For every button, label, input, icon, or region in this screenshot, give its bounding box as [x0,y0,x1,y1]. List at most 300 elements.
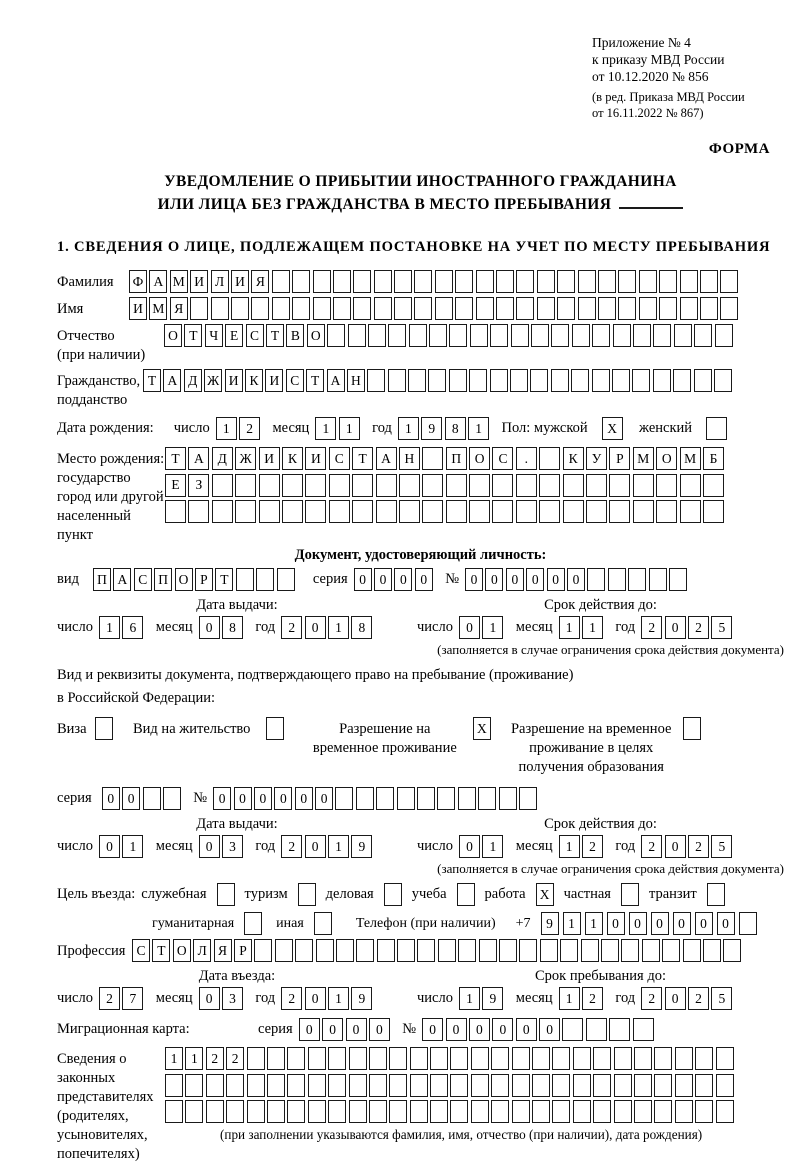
char-cell: Д [212,447,233,470]
char-cell: 0 [465,568,483,591]
form-label: ФОРМА [708,141,770,157]
char-cell: И [231,270,249,293]
purpose-private-label: частная [563,886,611,902]
char-cell-empty [491,1074,509,1097]
char-cell-empty [287,1047,305,1070]
char-cell: 0 [354,568,372,591]
residence-expiry-month [559,835,606,858]
phone-prefix: +7 [515,915,531,931]
entry-dates-head [57,967,784,985]
char-cell-empty [703,474,724,497]
char-cell: Я [251,270,269,293]
char-cell: С [132,939,150,962]
char-cell-empty [532,1074,550,1097]
day-label: число [417,619,453,635]
char-cell: 1 [468,417,489,440]
char-cell-empty [165,500,186,523]
residence-permit-checkbox [266,717,284,740]
field-patronymic [57,324,784,365]
birth-year-cells [398,417,492,440]
char-cell-empty [592,369,610,392]
char-cell-empty [720,270,738,293]
char-cell-empty [446,500,467,523]
char-cell-empty [539,474,560,497]
char-cell-empty [349,1100,367,1123]
char-cell-empty [537,270,555,293]
char-cell: Р [609,447,630,470]
char-cell-empty [313,297,331,320]
purpose-work-checkbox: X [536,883,554,906]
char-cell: 1 [559,987,580,1010]
birth-place-label-line: город или другой [57,489,164,505]
char-cell: Е [165,474,186,497]
char-cell-empty [259,474,280,497]
char-cell-empty [394,270,412,293]
char-cell: 1 [585,912,603,935]
char-cell: 0 [234,787,252,810]
patronymic-cells [164,324,735,347]
identity-issue-month [199,616,246,639]
char-cell: О [307,324,325,347]
char-cell-empty [422,447,443,470]
residence-series-cells [102,787,184,810]
char-cell-empty [308,1100,326,1123]
purpose-transit-checkbox [707,883,725,906]
char-cell-empty [471,1100,489,1123]
char-cell-empty [247,1047,265,1070]
char-cell: 2 [641,987,662,1010]
char-cell-empty [476,270,494,293]
identity-kind-label: вид [57,571,79,587]
entry-dates-row [57,987,784,1010]
residence-number-label: № [193,790,208,806]
char-cell: 1 [563,912,581,935]
char-cell-empty [478,787,496,810]
char-cell: 1 [315,417,336,440]
purpose-humanitarian-checkbox [244,912,262,935]
residence-series-row [57,787,784,810]
char-cell: В [286,324,304,347]
char-cell-empty [165,1100,183,1123]
purpose-business-label: деловая [325,886,374,902]
day-label: число [173,420,210,436]
char-cell-empty [519,939,537,962]
char-cell: 5 [711,835,732,858]
char-cell: 0 [322,1018,343,1041]
identity-kind-cells [93,568,297,591]
char-cell: 0 [459,835,480,858]
amendment-line: (в ред. Приказа МВД России [592,90,745,104]
stay-day [459,987,506,1010]
char-cell-empty [675,1074,693,1097]
month-label: месяц [155,619,193,635]
char-cell-empty [715,324,733,347]
char-cell-empty [694,324,712,347]
char-cell-empty [537,297,555,320]
char-cell: 7 [122,987,143,1010]
surname-cells [129,270,741,293]
char-cell-empty [397,939,415,962]
identity-series-label: серия [312,571,348,587]
char-cell-empty [551,369,569,392]
char-cell-empty [369,1100,387,1123]
migration-series-label: серия [258,1021,293,1037]
char-cell: У [586,447,607,470]
char-cell-empty [226,1074,244,1097]
char-cell: А [163,369,181,392]
char-cell-empty [272,297,290,320]
char-cell-empty [598,297,616,320]
char-cell: 3 [222,835,243,858]
identity-expiry-month [559,616,606,639]
char-cell-empty [292,297,310,320]
char-cell: 0 [99,835,120,858]
identity-doc-heading: Документ, удостоверяющий личность: [294,547,547,563]
temp-residence-checkbox: X [473,717,491,740]
char-cell-empty [532,1100,550,1123]
char-cell-empty [560,939,578,962]
char-cell-empty [259,500,280,523]
field-citizenship [57,369,784,410]
char-cell-empty [437,787,455,810]
char-cell: . [516,447,537,470]
amendment-line: от 16.11.2022 № 867) [592,106,704,120]
char-cell-empty [680,474,701,497]
char-cell-empty [206,1100,224,1123]
char-cell-empty [206,1074,224,1097]
char-cell-empty [471,1047,489,1070]
identity-expiry-year [641,616,735,639]
char-cell: 0 [305,616,326,639]
char-cell: Я [214,939,232,962]
char-cell-empty [374,297,392,320]
char-cell-empty [510,369,528,392]
char-cell: Ж [204,369,222,392]
char-cell-empty [634,1100,652,1123]
char-cell: 0 [539,1018,560,1041]
char-cell-empty [587,568,605,591]
char-cell-empty [328,1047,346,1070]
residence-intro-line1: Вид и реквизиты документа, подтверждающего право на пребывание (проживание) [57,667,574,683]
char-cell-empty [571,369,589,392]
char-cell-empty [654,1074,672,1097]
char-cell: 0 [673,912,691,935]
char-cell: 2 [281,835,302,858]
purpose-business-checkbox [384,883,402,906]
option-temp-residence-education [507,717,703,777]
char-cell-empty [353,297,371,320]
char-cell-empty [695,1074,713,1097]
char-cell-empty [374,270,392,293]
char-cell-empty [414,297,432,320]
identity-number-cells [465,568,689,591]
char-cell-empty [305,500,326,523]
char-cell: И [190,270,208,293]
char-cell: И [265,369,283,392]
citizenship-label [57,369,143,410]
residence-doc-note: (заполняется в случае ограничения срока действия документа) [437,861,784,876]
identity-issue-day [99,616,146,639]
char-cell-empty [397,787,415,810]
month-label: месяц [155,990,193,1006]
char-cell-empty [348,324,366,347]
residence-permit-label: Вид на жительство [133,721,251,737]
char-cell-empty [490,324,508,347]
char-cell: 0 [629,912,647,935]
char-cell-empty [563,474,584,497]
temp-residence-education-checkbox [683,717,701,740]
residence-number-cells [213,787,539,810]
char-cell-empty [429,324,447,347]
char-cell: О [175,568,193,591]
char-cell: 2 [582,835,603,858]
char-cell-empty [632,369,650,392]
char-cell-empty [539,447,560,470]
char-cell-empty [573,1074,591,1097]
char-cell-empty [642,939,660,962]
char-cell-empty [512,1100,530,1123]
char-cell: О [173,939,191,962]
char-cell-empty [267,1074,285,1097]
char-cell-empty [476,297,494,320]
char-cell: О [469,447,490,470]
char-cell-empty [552,1047,570,1070]
representatives-note: (при заполнении указываются фамилия, имя, отчество (при наличии), дата рождения) [220,1126,703,1142]
char-cell-empty [414,270,432,293]
representatives-label [57,1047,165,1164]
char-cell: 1 [559,835,580,858]
char-cell-empty [496,270,514,293]
char-cell-empty [356,939,374,962]
char-cell-empty [491,1100,509,1123]
char-cell-empty [633,1018,654,1041]
char-cell-empty [450,1074,468,1097]
char-cell: 2 [206,1047,224,1070]
char-cell-empty [653,324,671,347]
char-cell: 0 [717,912,735,935]
identity-issue-year [281,616,375,639]
char-cell-empty [190,297,208,320]
representatives-row3 [165,1100,736,1123]
representatives-row1 [165,1047,736,1070]
char-cell-empty [376,474,397,497]
char-cell-empty [410,1100,428,1123]
given-name-cells [129,297,741,320]
char-cell: 0 [567,568,585,591]
char-cell: 0 [346,1018,367,1041]
identity-number-label: № [445,571,460,587]
purpose-study-checkbox [457,883,475,906]
char-cell-empty [649,568,667,591]
birth-place-label-line: населенный пункт [57,508,131,543]
char-cell-empty [499,787,517,810]
char-cell-empty [656,474,677,497]
char-cell: 1 [328,835,349,858]
char-cell-empty [185,1100,203,1123]
char-cell: П [446,447,467,470]
birth-place-row3 [165,500,726,523]
migration-card-row [57,1018,784,1041]
char-cell-empty [532,1047,550,1070]
char-cell-empty [335,787,353,810]
char-cell: 2 [688,987,709,1010]
char-cell-empty [328,1100,346,1123]
char-cell-empty [428,369,446,392]
char-cell: 0 [469,1018,490,1041]
surname-label: Фамилия [57,274,114,290]
char-cell-empty [633,500,654,523]
char-cell-empty [695,1047,713,1070]
char-cell: Т [143,369,161,392]
char-cell: Т [306,369,324,392]
gender-female-checkbox [706,417,727,440]
stay-until-title: Срок пребывания до: [535,968,666,984]
char-cell-empty [700,270,718,293]
patronymic-label-line1: Отчество [57,328,115,344]
title-line2: ИЛИ ЛИЦА БЕЗ ГРАЖДАНСТВА В МЕСТО ПРЕБЫВАНИЯ [157,196,612,213]
representatives-label-line: законных [57,1070,116,1086]
temp-residence-label: Разрешение на временное проживание [312,721,457,756]
char-cell-empty [275,939,293,962]
char-cell-empty [450,1047,468,1070]
char-cell-empty [716,1100,734,1123]
char-cell-empty [430,1047,448,1070]
char-cell-empty [593,1047,611,1070]
char-cell-empty [211,297,229,320]
char-cell-empty [236,568,254,591]
char-cell-empty [352,474,373,497]
field-given-name [57,297,784,320]
char-cell-empty [185,1074,203,1097]
char-cell-empty [430,1074,448,1097]
representatives-label-line: усыновителях, [57,1127,148,1143]
char-cell-empty [716,1047,734,1070]
char-cell: 0 [295,787,313,810]
char-cell: С [286,369,304,392]
char-cell-empty [247,1074,265,1097]
char-cell: Т [215,568,233,591]
char-cell-empty [316,939,334,962]
char-cell: 0 [665,616,686,639]
char-cell-empty [469,474,490,497]
char-cell: А [327,369,345,392]
residence-dates-head [57,815,784,833]
char-cell-empty [313,270,331,293]
char-cell: 2 [641,616,662,639]
char-cell-empty [417,939,435,962]
char-cell: 0 [305,987,326,1010]
char-cell: 1 [482,835,503,858]
char-cell-empty [292,270,310,293]
char-cell-empty [551,324,569,347]
purpose-humanitarian-label: гуманитарная [152,915,235,931]
appendix-block [592,34,784,121]
char-cell-empty [633,324,651,347]
appendix-line: Приложение № 4 [592,35,691,50]
char-cell-empty [633,474,654,497]
char-cell: О [656,447,677,470]
char-cell: М [170,270,188,293]
residence-series-label: серия [57,790,92,806]
char-cell-empty [634,1047,652,1070]
char-cell-empty [578,297,596,320]
char-cell-empty [609,1018,630,1041]
char-cell-empty [720,297,738,320]
char-cell-empty [531,324,549,347]
char-cell: 2 [641,835,662,858]
gender-female-label: женский [639,420,693,436]
citizenship-label-line2: подданство [57,392,128,408]
char-cell: 0 [651,912,669,935]
char-cell-empty [455,297,473,320]
char-cell-empty [394,297,412,320]
char-cell-empty [675,1100,693,1123]
char-cell-empty [739,912,757,935]
char-cell: 5 [711,616,732,639]
char-cell-empty [714,369,732,392]
char-cell: С [492,447,513,470]
purpose-tourism-label: туризм [244,886,288,902]
char-cell-empty [376,500,397,523]
char-cell: 1 [482,616,503,639]
char-cell-empty [409,324,427,347]
char-cell-empty [435,270,453,293]
char-cell-empty [389,1074,407,1097]
year-label: год [255,619,276,635]
char-cell-empty [601,939,619,962]
char-cell-empty [399,474,420,497]
char-cell-empty [369,1047,387,1070]
char-cell-empty [680,500,701,523]
char-cell: 2 [688,616,709,639]
char-cell-empty [235,474,256,497]
char-cell: Т [266,324,284,347]
char-cell-empty [612,369,630,392]
char-cell: 1 [459,987,480,1010]
char-cell: И [225,369,243,392]
char-cell-empty [417,787,435,810]
year-label: год [255,838,276,854]
residence-intro-line2: в Российской Федерации: [57,690,216,706]
day-label: число [417,838,453,854]
char-cell-empty [389,1100,407,1123]
char-cell-empty [573,1100,591,1123]
char-cell: 0 [394,568,412,591]
char-cell-empty [377,939,395,962]
char-cell: О [164,324,182,347]
char-cell-empty [516,270,534,293]
temp-residence-education-label: Разрешение на временное проживание в целях получения образования [510,721,672,775]
char-cell-empty [609,474,630,497]
month-label: месяц [515,990,553,1006]
residence-dates-row [57,835,784,858]
char-cell-empty [235,500,256,523]
char-cell-empty [609,500,630,523]
year-label: год [615,838,636,854]
char-cell-empty [458,939,476,962]
gender-male-checkbox: X [602,417,623,440]
profession-label: Профессия [57,943,126,959]
char-cell-empty [695,1100,713,1123]
char-cell: А [149,270,167,293]
char-cell: А [188,447,209,470]
char-cell-empty [563,500,584,523]
field-surname [57,270,784,293]
char-cell-empty [455,270,473,293]
char-cell: 0 [516,1018,537,1041]
char-cell: 0 [665,835,686,858]
char-cell-empty [490,369,508,392]
